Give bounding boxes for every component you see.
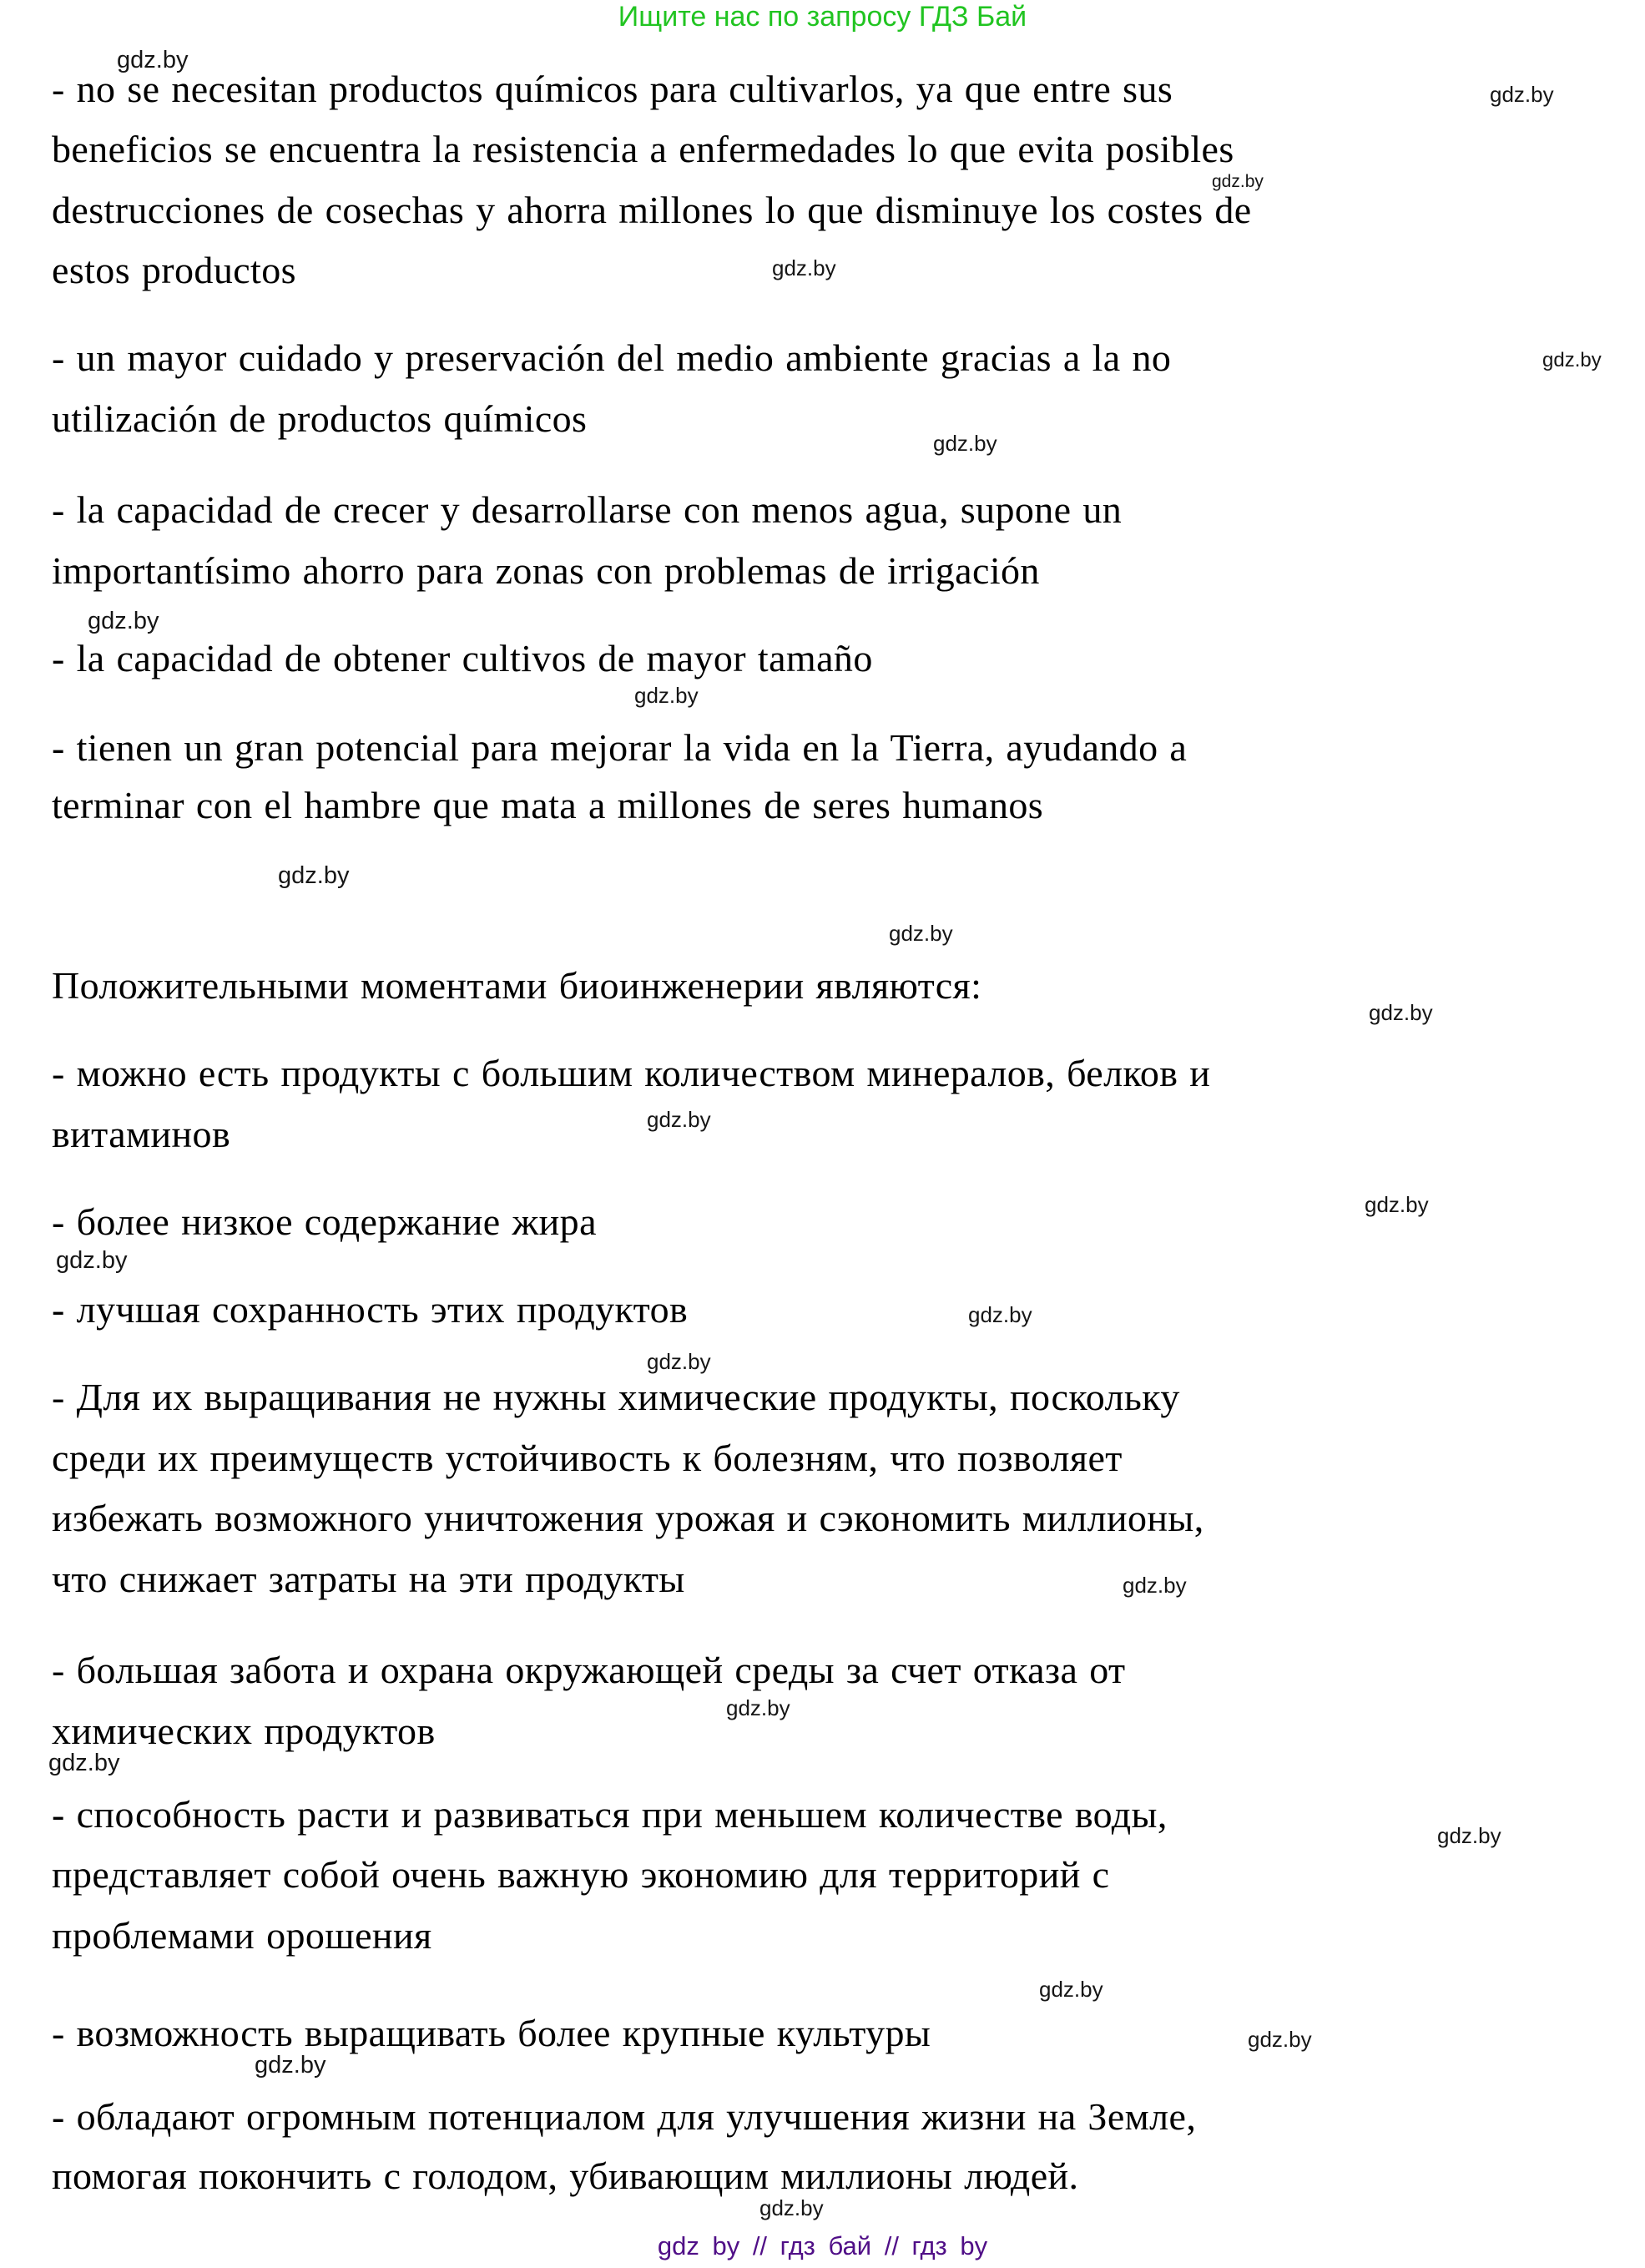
text-line: - un mayor cuidado y preservación del medio ambiente gracias a la no	[52, 336, 1172, 379]
gdz-watermark: gdz.by	[278, 862, 350, 889]
text-line: - Для их выращивания не нужны химические продукты, поскольку	[52, 1376, 1180, 1418]
text-line: витаминов	[52, 1113, 231, 1155]
text-line: проблемами орошения	[52, 1914, 432, 1957]
gdz-watermark: gdz.by	[772, 255, 836, 280]
gdz-watermark: gdz.by	[968, 1302, 1032, 1327]
text-line: utilización de productos químicos	[52, 397, 588, 440]
text-line: - большая забота и охрана окружающей среды за счет отказа от	[52, 1649, 1126, 1691]
text-line: - no se necesitan productos químicos para cultivarlos, ya que entre sus	[52, 68, 1173, 110]
text-line: - более низкое содержание жира	[52, 1200, 597, 1243]
gdz-watermark: gdz.by	[634, 683, 699, 708]
text-line: среди их преимуществ устойчивость к болезням, что позволяет	[52, 1437, 1123, 1479]
text-line: - обладают огромным потенциалом для улучшения жизни на Земле,	[52, 2095, 1197, 2138]
text-line: избежать возможного уничтожения урожая и сэкономить миллионы,	[52, 1497, 1204, 1539]
text-line: - la capacidad de crecer y desarrollarse con menos agua, supone un	[52, 488, 1123, 531]
gdz-watermark: gdz.by	[1369, 1000, 1433, 1025]
gdz-watermark: gdz.by	[1437, 1823, 1501, 1848]
text-line: - tienen un gran potencial para mejorar la vida en la Tierra, ayudando a	[52, 726, 1188, 769]
text-line: помогая покончить с голодом, убивающим миллионы людей.	[52, 2154, 1079, 2197]
text-line: - можно есть продукты с большим количеством минералов, белков и	[52, 1052, 1211, 1094]
text-line: terminar con el hambre que mata a millones de seres humanos	[52, 784, 1044, 826]
text-line: - возможность выращивать более крупные культуры	[52, 2012, 931, 2054]
gdz-watermark: gdz.by	[1365, 1192, 1429, 1217]
gdz-watermark: gdz.by	[933, 431, 997, 456]
text-line: представляет собой очень важную экономию для территорий с	[52, 1853, 1110, 1896]
text-line: - лучшая сохранность этих продуктов	[52, 1288, 689, 1331]
gdz-watermark: gdz.by	[1123, 1573, 1187, 1598]
gdz-watermark: gdz.by	[647, 1107, 711, 1132]
text-line: importantísimo ahorro para zonas con problemas de irrigación	[52, 549, 1040, 592]
gdz-watermark: gdz.by	[726, 1695, 790, 1720]
gdz-watermark: gdz.by	[255, 2052, 326, 2079]
text-line: estos productos	[52, 249, 296, 291]
gdz-watermark: gdz.by	[889, 921, 953, 946]
promo-header-text: Ищите нас по запросу ГДЗ Бай	[618, 1, 1027, 33]
text-line: beneficios se encuentra la resistencia a enfermedades lo que evita posibles	[52, 128, 1234, 170]
promo-footer-text: gdz by // гдз бай // гдз by	[657, 2231, 988, 2260]
gdz-watermark: gdz.by	[117, 47, 189, 73]
gdz-watermark: gdz.by	[48, 1750, 120, 1776]
text-line: - способность расти и развиваться при меньшем количестве воды,	[52, 1793, 1168, 1836]
gdz-watermark: gdz.by	[759, 2195, 824, 2220]
text-line: химических продуктов	[52, 1710, 436, 1752]
gdz-watermark: gdz.by	[1490, 82, 1554, 107]
text-line: Положительными моментами биоинженерии являются:	[52, 964, 982, 1007]
gdz-watermark: gdz.by	[88, 608, 159, 634]
text-line: что снижает затраты на эти продукты	[52, 1558, 685, 1600]
text-line: - la capacidad de obtener cultivos de mayor tamaño	[52, 637, 873, 679]
gdz-watermark: gdz.by	[1248, 2027, 1312, 2052]
gdz-watermark: gdz.by	[647, 1349, 711, 1374]
gdz-watermark: gdz.by	[56, 1247, 128, 1274]
text-line: destrucciones de cosechas y ahorra millones lo que disminuye los costes de	[52, 189, 1252, 231]
gdz-watermark: gdz.by	[1039, 1977, 1103, 2002]
gdz-watermark: gdz.by	[1542, 349, 1602, 371]
gdz-watermark: gdz.by	[1212, 172, 1264, 191]
